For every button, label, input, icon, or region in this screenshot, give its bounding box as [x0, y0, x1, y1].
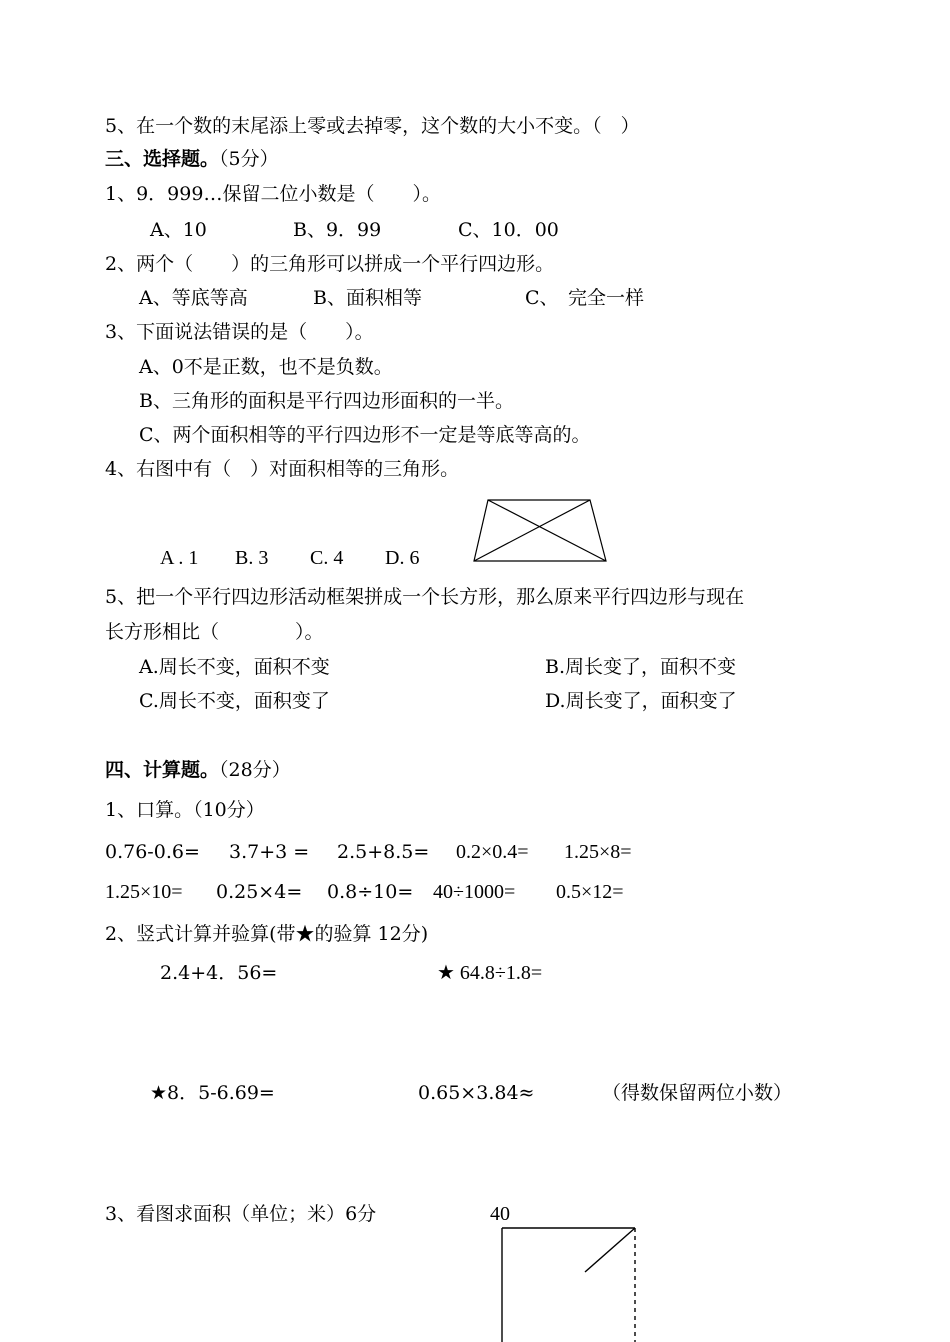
choice-q2-option-c: C、 完全一样: [525, 287, 645, 309]
choice-q1-option-b: B、9．99: [293, 219, 382, 241]
choice-q4-option-a: A . 1: [160, 547, 199, 569]
written-calc-4: 0.65×3.84≈: [418, 1082, 535, 1104]
written-calc-4-note: （得数保留两位小数）: [602, 1082, 793, 1104]
choice-q3-option-b: B、三角形的面积是平行四边形面积的一半。: [139, 390, 514, 412]
calc-q2: 2、竖式计算并验算(带★的验算 12分): [105, 923, 429, 945]
choice-q4: 4、右图中有（ ）对面积相等的三角形。: [105, 458, 460, 480]
mental-math-1: 0.76-0.6=: [105, 841, 200, 863]
trapezoid-figure: [470, 495, 610, 565]
section-4-score: （28分）: [219, 759, 291, 781]
choice-q3-option-a: A、0不是正数，也不是负数。: [139, 356, 393, 378]
choice-q5-option-a: A.周长不变，面积不变: [139, 656, 330, 678]
choice-q5-option-c: C.周长不变，面积变了: [139, 690, 330, 712]
area-figure: [495, 1222, 645, 1342]
written-calc-3: ★8．5-6.69=: [150, 1082, 275, 1104]
calc-q3: 3、看图求面积（单位；米）6分: [105, 1203, 377, 1225]
choice-q2-option-b: B、面积相等: [313, 287, 422, 309]
mental-math-6: 1.25×10=: [105, 881, 183, 903]
calc-q1: 1、口算。（10分）: [105, 799, 265, 821]
written-calc-2: ★ 64.8÷1.8=: [437, 962, 543, 984]
choice-q1: 1、9．999…保留二位小数是（ ）。: [105, 183, 441, 205]
judge-item-5: 5、在一个数的末尾添上零或去掉零，这个数的大小不变。（ ）: [105, 115, 640, 137]
choice-q5-line-2: 长方形相比（ ）。: [105, 621, 324, 643]
mental-math-8: 0.8÷10=: [327, 881, 414, 903]
choice-q5-line-1: 5、把一个平行四边形活动框架拼成一个长方形，那么原来平行四边形与现在: [105, 586, 745, 608]
choice-q3: 3、下面说法错误的是（ ）。: [105, 321, 374, 343]
section-4-title: 四、计算题。: [105, 759, 220, 781]
mental-math-9: 40÷1000=: [433, 881, 516, 903]
choice-q2: 2、两个（ ）的三角形可以拼成一个平行四边形。: [105, 253, 555, 275]
mental-math-4: 0.2×0.4=: [456, 841, 529, 863]
section-3-title: 三、选择题。: [105, 148, 220, 170]
mental-math-7: 0.25×4=: [216, 881, 303, 903]
choice-q4-option-d: D. 6: [385, 547, 420, 569]
choice-q5-option-d: D.周长变了，面积变了: [545, 690, 737, 712]
mental-math-5: 1.25×8=: [564, 841, 632, 863]
choice-q3-option-c: C、两个面积相等的平行四边形不一定是等底等高的。: [139, 424, 591, 446]
choice-q4-option-c: C. 4: [310, 547, 344, 569]
choice-q1-option-a: A、10: [150, 219, 207, 241]
mental-math-2: 3.7+3 =: [229, 841, 310, 863]
choice-q5-option-b: B.周长变了，面积不变: [545, 656, 737, 678]
written-calc-1: 2.4+4．56=: [160, 962, 278, 984]
figure-label: 40: [490, 1203, 510, 1225]
section-3-heading: [105, 147, 279, 171]
choice-q1-option-c: C、10．00: [458, 219, 559, 241]
mental-math-3: 2.5+8.5=: [337, 841, 430, 863]
section-4-heading: [105, 758, 291, 782]
choice-q2-option-a: A、等底等高: [139, 287, 248, 309]
section-3-score: （5分）: [219, 148, 279, 170]
mental-math-10: 0.5×12=: [556, 881, 624, 903]
choice-q4-option-b: B. 3: [235, 547, 269, 569]
